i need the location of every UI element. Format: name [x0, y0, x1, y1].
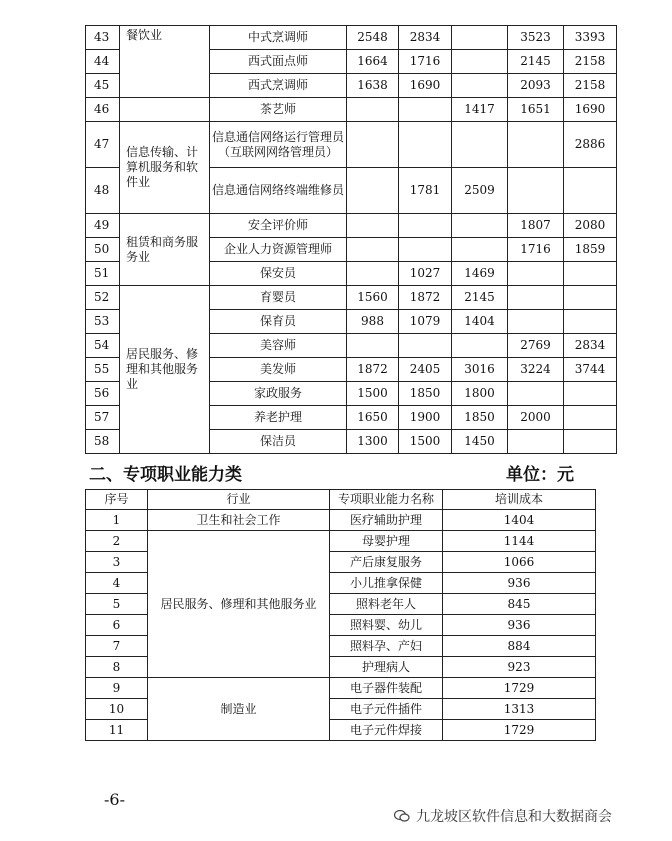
cost-cell: [452, 334, 508, 358]
cost-cell: 1900: [399, 406, 452, 430]
cost-cell: 1859: [564, 238, 617, 262]
cost-cell: 3523: [508, 26, 564, 50]
ability-name: 母婴护理: [330, 531, 443, 552]
cost-cell: [399, 214, 452, 238]
row-number: 3: [86, 552, 148, 573]
unit-label: 单位：元: [506, 465, 574, 485]
cost-cell: 1872: [399, 286, 452, 310]
table-row: [86, 122, 617, 168]
cost-cell: 1417: [452, 98, 508, 122]
row-number: 10: [86, 699, 148, 720]
industry-cell: 租赁和商务服务业: [120, 214, 210, 286]
ability-name: 医疗辅助护理: [330, 510, 443, 531]
cost-cell: [508, 430, 564, 454]
header-ability-name: 专项职业能力名称: [330, 490, 443, 510]
page-number: -6-: [104, 790, 125, 809]
training-cost: 1144: [443, 531, 596, 552]
cost-cell: 1500: [399, 430, 452, 454]
cost-cell: 1781: [399, 168, 452, 214]
cost-cell: 2145: [452, 286, 508, 310]
cost-cell: [564, 406, 617, 430]
row-number: 1: [86, 510, 148, 531]
cost-cell: [564, 286, 617, 310]
ability-name: 小儿推拿保健: [330, 573, 443, 594]
cost-cell: 1300: [347, 430, 399, 454]
training-cost: 936: [443, 573, 596, 594]
cost-cell: 3744: [564, 358, 617, 382]
cost-cell: [564, 430, 617, 454]
cost-cell: 1664: [347, 50, 399, 74]
cost-cell: 988: [347, 310, 399, 334]
watermark: [394, 806, 612, 826]
row-number: 48: [86, 168, 120, 214]
row-number: 57: [86, 406, 120, 430]
cost-cell: 1800: [452, 382, 508, 406]
row-number: 4: [86, 573, 148, 594]
cost-cell: [452, 122, 508, 168]
cost-cell: [508, 262, 564, 286]
cost-cell: [347, 122, 399, 168]
cost-cell: 1690: [564, 98, 617, 122]
ability-name: 电子元件焊接: [330, 720, 443, 741]
cost-cell: 1716: [508, 238, 564, 262]
row-number: 9: [86, 678, 148, 699]
cost-cell: [347, 168, 399, 214]
cost-cell: 1850: [452, 406, 508, 430]
cost-cell: [399, 122, 452, 168]
cost-cell: 1850: [399, 382, 452, 406]
industry-cell: 居民服务、修理和其他服务业: [120, 286, 210, 454]
industry-cell: [120, 98, 210, 122]
cost-cell: [508, 382, 564, 406]
wechat-icon: [394, 809, 410, 823]
occupation-name: 养老护理: [210, 406, 347, 430]
cost-cell: 2834: [399, 26, 452, 50]
row-number: 7: [86, 636, 148, 657]
row-number: 2: [86, 531, 148, 552]
cost-cell: [564, 262, 617, 286]
table-header-row: [86, 490, 596, 510]
cost-cell: 1560: [347, 286, 399, 310]
cost-cell: 1027: [399, 262, 452, 286]
watermark-text: 九龙坡区软件信息和大数据商会: [416, 809, 612, 825]
cost-cell: [564, 310, 617, 334]
occupation-name: 育婴员: [210, 286, 347, 310]
industry-cell: 制造业: [148, 678, 330, 741]
table-row: [86, 286, 617, 310]
row-number: 58: [86, 430, 120, 454]
ability-name: 护理病人: [330, 657, 443, 678]
ability-name: 电子器件装配: [330, 678, 443, 699]
row-number: 52: [86, 286, 120, 310]
occupation-name: 保育员: [210, 310, 347, 334]
occupation-name: 企业人力资源管理师: [210, 238, 347, 262]
cost-cell: 1404: [452, 310, 508, 334]
cost-cell: [347, 98, 399, 122]
row-number: 6: [86, 615, 148, 636]
training-cost: 1404: [443, 510, 596, 531]
cost-cell: 2000: [508, 406, 564, 430]
cost-cell: [452, 50, 508, 74]
cost-cell: 2080: [564, 214, 617, 238]
row-number: 56: [86, 382, 120, 406]
table-row: [86, 531, 596, 552]
cost-cell: [508, 286, 564, 310]
cost-cell: 2158: [564, 74, 617, 98]
cost-cell: 1079: [399, 310, 452, 334]
cost-cell: [399, 334, 452, 358]
row-number: 43: [86, 26, 120, 50]
occupation-name: 信息通信网络终端维修员: [210, 168, 347, 214]
section-title: 二、专项职业能力类: [89, 465, 242, 485]
row-number: 11: [86, 720, 148, 741]
cost-cell: 1716: [399, 50, 452, 74]
row-number: 49: [86, 214, 120, 238]
ability-name: 电子元件插件: [330, 699, 443, 720]
occupation-name: 保洁员: [210, 430, 347, 454]
cost-cell: 1469: [452, 262, 508, 286]
occupation-name: 保安员: [210, 262, 347, 286]
header-no: 序号: [86, 490, 148, 510]
cost-cell: 1807: [508, 214, 564, 238]
cost-cell: 2548: [347, 26, 399, 50]
training-cost: 923: [443, 657, 596, 678]
cost-cell: 1650: [347, 406, 399, 430]
cost-cell: [399, 238, 452, 262]
table-row: [86, 510, 596, 531]
cost-cell: 2769: [508, 334, 564, 358]
cost-cell: 2158: [564, 50, 617, 74]
row-number: 54: [86, 334, 120, 358]
cost-cell: 3016: [452, 358, 508, 382]
cost-cell: 2834: [564, 334, 617, 358]
ability-name: 照料孕、产妇: [330, 636, 443, 657]
cost-cell: 3393: [564, 26, 617, 50]
training-cost: 1313: [443, 699, 596, 720]
occupation-name: 美容师: [210, 334, 347, 358]
occupation-name: 西式烹调师: [210, 74, 347, 98]
training-cost: 1729: [443, 720, 596, 741]
cost-cell: 1500: [347, 382, 399, 406]
cost-cell: [347, 262, 399, 286]
table-row: [86, 98, 617, 122]
cost-cell: 2886: [564, 122, 617, 168]
occupation-name: 西式面点师: [210, 50, 347, 74]
table-row: [86, 26, 617, 50]
cost-cell: [452, 26, 508, 50]
occupation-name: 美发师: [210, 358, 347, 382]
row-number: 53: [86, 310, 120, 334]
cost-cell: 3224: [508, 358, 564, 382]
skill-level-cost-table: [85, 25, 617, 454]
header-training-cost: 培训成本: [443, 490, 596, 510]
cost-cell: [452, 214, 508, 238]
table-row: [86, 214, 617, 238]
row-number: 50: [86, 238, 120, 262]
ability-name: 产后康复服务: [330, 552, 443, 573]
occupation-name: 信息通信网络运行管理员（互联网网络管理员）: [210, 122, 347, 168]
occupation-name: 家政服务: [210, 382, 347, 406]
cost-cell: 2145: [508, 50, 564, 74]
ability-name: 照料婴、幼儿: [330, 615, 443, 636]
row-number: 46: [86, 98, 120, 122]
training-cost: 845: [443, 594, 596, 615]
training-cost: 884: [443, 636, 596, 657]
cost-cell: 1690: [399, 74, 452, 98]
industry-cell: 餐饮业: [120, 26, 210, 98]
ability-name: 照料老年人: [330, 594, 443, 615]
row-number: 44: [86, 50, 120, 74]
cost-cell: [508, 122, 564, 168]
cost-cell: [399, 98, 452, 122]
table-row: [86, 678, 596, 699]
industry-cell: 信息传输、计算机服务和软件业: [120, 122, 210, 214]
cost-cell: [347, 214, 399, 238]
cost-cell: [508, 168, 564, 214]
header-industry: 行业: [148, 490, 330, 510]
cost-cell: [452, 74, 508, 98]
cost-cell: [347, 334, 399, 358]
cost-cell: [508, 310, 564, 334]
occupation-name: 茶艺师: [210, 98, 347, 122]
row-number: 8: [86, 657, 148, 678]
row-number: 51: [86, 262, 120, 286]
row-number: 45: [86, 74, 120, 98]
cost-cell: 2509: [452, 168, 508, 214]
cost-cell: 1450: [452, 430, 508, 454]
cost-cell: 1638: [347, 74, 399, 98]
cost-cell: 2405: [399, 358, 452, 382]
occupation-name: 中式烹调师: [210, 26, 347, 50]
industry-cell: 居民服务、修理和其他服务业: [148, 531, 330, 678]
special-ability-cost-table: [85, 489, 596, 741]
cost-cell: [452, 238, 508, 262]
cost-cell: 1651: [508, 98, 564, 122]
cost-cell: [564, 382, 617, 406]
row-number: 5: [86, 594, 148, 615]
cost-cell: [347, 238, 399, 262]
cost-cell: [564, 168, 617, 214]
training-cost: 1066: [443, 552, 596, 573]
occupation-name: 安全评价师: [210, 214, 347, 238]
row-number: 47: [86, 122, 120, 168]
cost-cell: 2093: [508, 74, 564, 98]
industry-cell: 卫生和社会工作: [148, 510, 330, 531]
row-number: 55: [86, 358, 120, 382]
cost-cell: 1872: [347, 358, 399, 382]
training-cost: 936: [443, 615, 596, 636]
training-cost: 1729: [443, 678, 596, 699]
